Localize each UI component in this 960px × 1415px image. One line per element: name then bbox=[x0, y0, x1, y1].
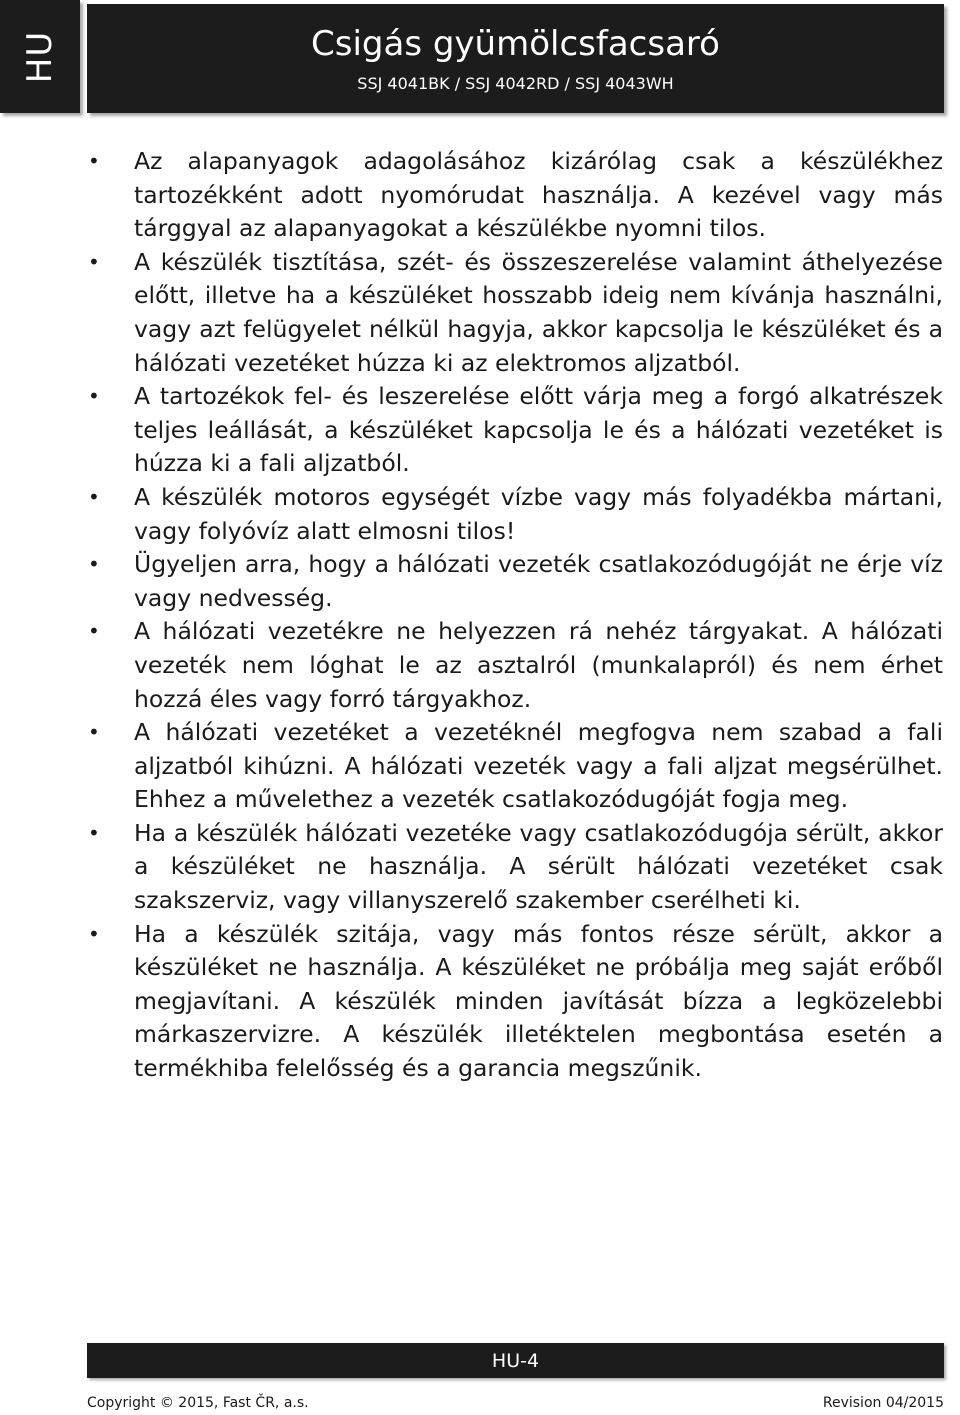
copyright-notice: Copyright © 2015, Fast ČR, a.s. bbox=[87, 1395, 309, 1411]
list-item bbox=[88, 246, 943, 380]
list-item bbox=[88, 548, 943, 615]
title-bar bbox=[87, 4, 944, 113]
list-item-text: Ügyeljen arra, hogy a hálózati vezeték csatlakozódugóját ne érje víz vagy nedvesség. bbox=[134, 550, 943, 612]
bullet-icon: • bbox=[88, 484, 100, 509]
list-item-text: Ha a készülék hálózati vezetéke vagy csatlakozódugója sérült, akkor a készüléket ne használja. A sérült hálózati vezetéket csak szakszerviz, vagy villanyszerelő szakember cserélheti ki. bbox=[134, 818, 943, 915]
model-numbers: SSJ 4041BK / SSJ 4042RD / SSJ 4043WH bbox=[357, 74, 674, 93]
list-item-text: A hálózati vezetéket a vezetéknél megfogva nem szabad a fali aljzatból kihúzni. A hálózati vezeték vagy a fali aljzat megsérülhet. Ehhez a művelethez a vezeték csatlakozódugóját fogja meg. bbox=[134, 718, 943, 814]
list-item bbox=[88, 716, 943, 817]
revision-label: Revision 04/2015 bbox=[822, 1395, 944, 1411]
list-item-text: A készülék motoros egységét vízbe vagy más folyadékba mártani, vagy folyóvíz alatt elmosni tilos! bbox=[134, 482, 943, 545]
list-item bbox=[88, 481, 943, 548]
list-item bbox=[88, 817, 943, 918]
bullet-icon: • bbox=[88, 921, 100, 946]
page-number: HU-4 bbox=[491, 1350, 540, 1372]
list-item bbox=[88, 615, 943, 716]
list-item-text: A tartozékok fel- és leszerelése előtt várja meg a forgó alkatrészek teljes leállását, a készüléket kapcsolja le és a hálózati vezetéket is húzza ki a fali aljzatból. bbox=[134, 382, 943, 478]
bullet-icon: • bbox=[88, 149, 100, 173]
language-code: HU bbox=[20, 30, 60, 84]
bullet-icon: • bbox=[88, 249, 100, 274]
footer-bar bbox=[87, 1343, 944, 1378]
list-item-text: Ha a készülék szitája, vagy más fontos része sérült, akkor a készüléket ne használja. A készüléket ne próbálja meg saját erőből megjavítani. A készülék minden javítását bízza a legközelebbi márkaszervizre. A készülék illetéktelen megbontása esetén a termékhiba felelősség és a garancia megszűnik. bbox=[134, 919, 943, 1083]
bullet-icon: • bbox=[88, 820, 100, 845]
list-item bbox=[88, 918, 943, 1086]
language-tab bbox=[0, 0, 80, 113]
safety-instructions-list bbox=[88, 145, 943, 1086]
list-item-text: Az alapanyagok adagolásához kizárólag csak a készülékhez tartozékként adott nyomórudat használja. A kezével vagy más tárggyal az alapanyagokat a készülékbe nyomni tilos. bbox=[134, 147, 943, 243]
list-item bbox=[88, 145, 943, 246]
bullet-icon: • bbox=[88, 552, 100, 577]
list-item bbox=[88, 380, 943, 481]
bullet-icon: • bbox=[88, 720, 100, 745]
list-item-text: A készülék tisztítása, szét- és összeszerelése valamint áthelyezése előtt, illetve ha a készüléket hosszabb ideig nem kívánja használni, vagy azt felügyelet nélkül hagyja, akkor kapcsolja le készüléket és a hálózati vezetéket húzza ki az elektromos aljzatból. bbox=[134, 247, 943, 377]
list-item-text: A hálózati vezetékre ne helyezzen rá nehéz tárgyakat. A hálózati vezeték nem lóghat le az asztalról (munkalapról) és nem érhet hozzá éles vagy forró tárgyakhoz. bbox=[134, 617, 943, 713]
document-title: Csigás gyümölcsfacsaró bbox=[311, 24, 720, 64]
bullet-icon: • bbox=[88, 619, 100, 644]
bullet-icon: • bbox=[88, 384, 100, 409]
